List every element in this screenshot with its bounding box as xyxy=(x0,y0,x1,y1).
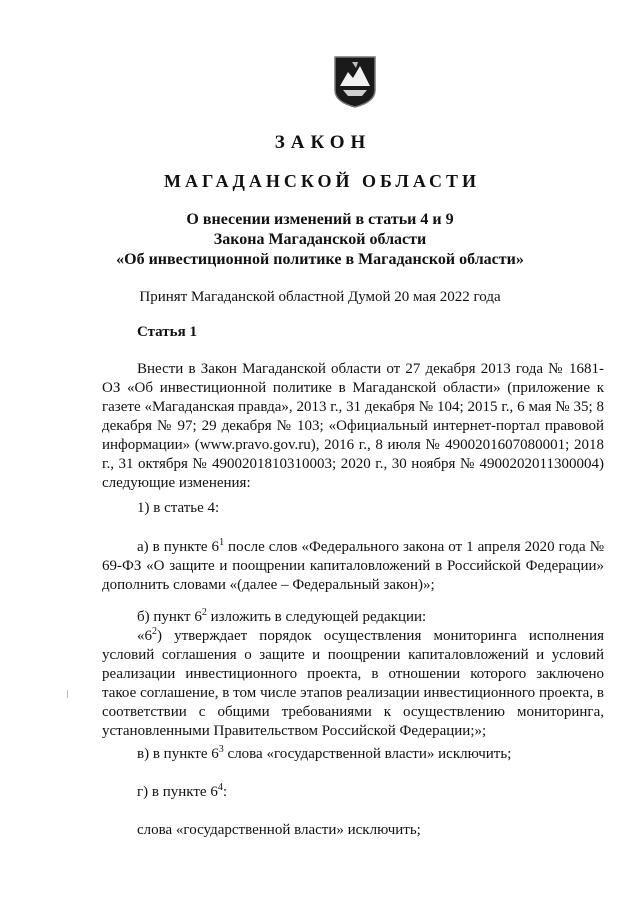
article-heading: Статья 1 xyxy=(137,324,197,340)
intro-block xyxy=(102,360,604,493)
item-g-block xyxy=(102,783,604,802)
document-title: ЗАКОН xyxy=(274,132,372,153)
item-1-block xyxy=(102,499,604,518)
item-1: 1) в статье 4: xyxy=(137,500,220,516)
item-c-block xyxy=(102,745,604,764)
intro-paragraph: Внести в Закон Магаданской области от 27 декабря 2013 года № 1681-ОЗ «Об инвестиционной политике в Магаданской области» (приложение к газете «Магаданская правда», 2013 г., 31 декабря № 104; 2015 г., 6 мая № 35; 8 декабря № 97; 29 декабря № 103; «Официальный интернет-портал правовой информации» (www.pravo.gov.ru), 2016 г., 8 июля № 4900201607080001; 2018 г., 31 октября № 4900201810310003; 2020 г., 30 ноября № 4900202011300004) следующие изменения: xyxy=(102,361,604,491)
item-a-text: а) в пункте 6 xyxy=(137,539,220,555)
item-c xyxy=(102,745,604,764)
subtitle-line: «Об инвестиционной политике в Магаданской области» xyxy=(116,251,524,268)
item-b-text-rest: изложить в следующей редакции: xyxy=(206,609,427,625)
item-b-sup: 2 xyxy=(201,607,207,618)
item-g-text: г) в пункте 6 xyxy=(137,784,218,800)
coat-of-arms-icon xyxy=(334,56,376,108)
adoption-note: Принят Магаданской областной Думой 20 мая 2022 года xyxy=(139,289,501,305)
item-a-text-rest: после слов «Федерального закона от 1 апреля 2020 года № 69-ФЗ «О защите и поощрении капиталовложений в Российской Федерации» дополнить словами «(далее – Федеральный закон)»; xyxy=(102,539,605,593)
quoted-provision xyxy=(102,627,604,741)
document-region: МАГАДАНСКОЙ ОБЛАСТИ xyxy=(164,171,480,191)
quote-text: «6 xyxy=(137,628,152,644)
item-c-text-rest: слова «государственной власти» исключить; xyxy=(223,746,512,762)
item-b xyxy=(102,608,604,627)
item-c-text: в) в пункте 6 xyxy=(137,746,219,762)
item-a-block xyxy=(102,538,604,595)
item-b-block xyxy=(102,608,604,741)
item-a-sup: 1 xyxy=(219,537,225,548)
subtitle-line: Закона Магаданской области xyxy=(213,231,427,248)
item-a xyxy=(102,538,604,595)
last-line: слова «государственной власти» исключить; xyxy=(137,822,421,838)
last-line-block xyxy=(102,821,604,840)
scan-mark xyxy=(67,690,68,698)
document-subtitle xyxy=(0,210,640,270)
item-c-sup: 3 xyxy=(218,744,224,755)
item-g xyxy=(102,783,604,802)
subtitle-line: О внесении изменений в статьи 4 и 9 xyxy=(186,211,454,228)
quote-sup: 2 xyxy=(152,626,157,637)
item-g-sup: 4 xyxy=(217,782,223,793)
item-g-text-rest: : xyxy=(222,784,228,800)
quote-text-rest: ) утверждает порядок осуществления мониторинга исполнения условий соглашения о защите и поощрении капиталовложений и условий реализации инвестиционного проекта, в отношении которого заключено такое соглашение, в том числе этапов реализации инвестиционного проекта, в соответствии с общими требованиями к осуществлению мониторинга, установленными Правительством Российской Федерации;»; xyxy=(102,628,604,739)
item-b-text: б) пункт 6 xyxy=(137,609,202,625)
